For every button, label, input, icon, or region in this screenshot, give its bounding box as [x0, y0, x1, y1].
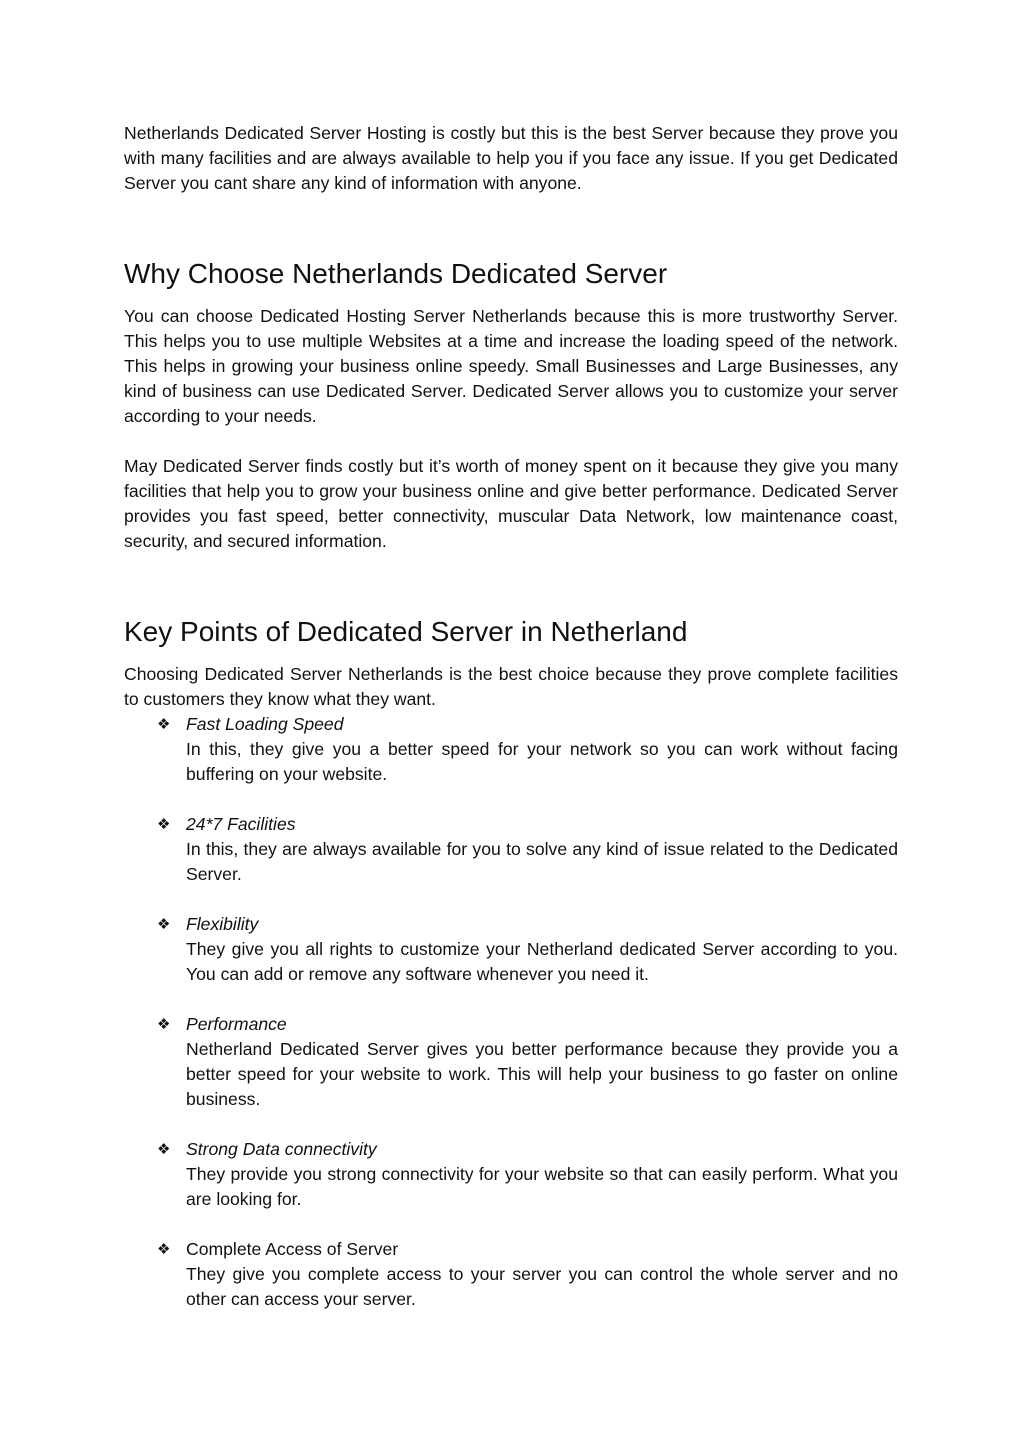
point-title: 24*7 Facilities	[186, 814, 296, 834]
diamond-bullet-icon: ❖	[157, 1015, 171, 1033]
why-paragraph-2: May Dedicated Server finds costly but it’s worth of money spent on it because they give you many facilities that help you to grow your business online and give better performance. Dedicated Server provides you fast speed, better connectivity, muscular Data Network, low maintenance coast, security, and secured information.	[124, 456, 898, 551]
diamond-bullet-icon: ❖	[157, 1240, 171, 1258]
list-item	[124, 1237, 898, 1312]
list-item	[124, 812, 898, 887]
key-points-list	[124, 712, 898, 1312]
key-points-intro: Choosing Dedicated Server Netherlands is the best choice because they prove complete facilities to customers they know what they want.	[124, 664, 898, 709]
point-title: Strong Data connectivity	[186, 1139, 377, 1159]
diamond-bullet-icon: ❖	[157, 715, 171, 733]
point-title: Complete Access of Server	[186, 1239, 399, 1259]
point-text: In this, they give you a better speed for your network so you can work without facing buffering on your website.	[186, 739, 898, 784]
point-text: They provide you strong connectivity for your website so that can easily perform. What you are looking for.	[186, 1164, 898, 1209]
point-text: They give you complete access to your server you can control the whole server and no other can access your server.	[186, 1264, 898, 1309]
intro-paragraph: Netherlands Dedicated Server Hosting is costly but this is the best Server because they prove you with many facilities and are always available to help you if you face any issue. If you get Dedicated Server you cant share any kind of information with anyone.	[124, 123, 898, 193]
list-item	[124, 1012, 898, 1112]
diamond-bullet-icon: ❖	[157, 915, 171, 933]
point-title: Flexibility	[186, 914, 259, 934]
list-item	[124, 712, 898, 787]
diamond-bullet-icon: ❖	[157, 1140, 171, 1158]
point-title: Fast Loading Speed	[186, 714, 344, 734]
point-text: In this, they are always available for you to solve any kind of issue related to the Dedicated Server.	[186, 839, 898, 884]
why-paragraph-1: You can choose Dedicated Hosting Server Netherlands because this is more trustworthy Server. This helps you to use multiple Websites at a time and increase the loading speed of the network. This helps in growing your business online speedy. Small Businesses and Large Businesses, any kind of business can use Dedicated Server. Dedicated Server allows you to customize your server according to your needs.	[124, 306, 898, 426]
list-item	[124, 912, 898, 987]
point-title: Performance	[186, 1014, 287, 1034]
diamond-bullet-icon: ❖	[157, 815, 171, 833]
why-choose-heading: Why Choose Netherlands Dedicated Server	[124, 258, 668, 289]
document-page	[124, 121, 898, 1312]
key-points-heading: Key Points of Dedicated Server in Netherland	[124, 616, 688, 647]
point-text: Netherland Dedicated Server gives you better performance because they provide you a better speed for your website to work. This will help your business to go faster on online business.	[186, 1039, 898, 1109]
point-text: They give you all rights to customize your Netherland dedicated Server according to you. You can add or remove any software whenever you need it.	[186, 939, 898, 984]
list-item	[124, 1137, 898, 1212]
